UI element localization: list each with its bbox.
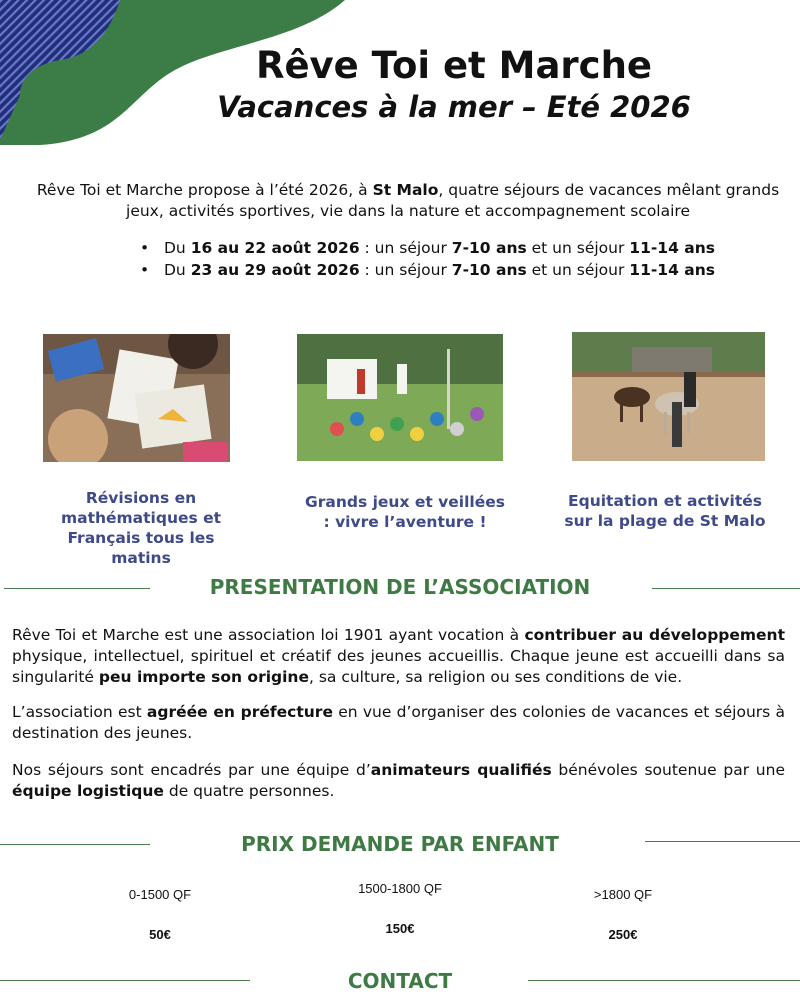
price-tier-label: 0-1500 QF xyxy=(128,887,192,902)
list-item: • Du 16 au 22 août 2026 : un séjour 7-10 ans et un séjour 11-14 ans xyxy=(140,239,715,257)
caption-games: Grands jeux et veillées : vivre l’aventure ! xyxy=(305,493,505,531)
dates-list xyxy=(140,237,780,281)
list-item: • Du 23 au 29 août 2026 : un séjour 7-10 ans et un séjour 11-14 ans xyxy=(140,261,715,279)
price-tier-value: 250€ xyxy=(608,927,638,942)
caption-horses: Equitation et activités sur la plage de St Malo xyxy=(564,492,766,530)
price-tier-value: 50€ xyxy=(149,927,171,942)
photo-horses xyxy=(572,332,765,461)
presentation-paragraph-1: Rêve Toi et Marche est une association loi 1901 ayant vocation à contribuer au développement physique, intellectuel, spirituel et créatif des jeunes accueillis. Chaque jeune est accueilli dans sa singularité peu importe son origine, sa culture, sa religion ou ses conditions de vie. xyxy=(12,626,786,686)
presentation-paragraph-3: Nos séjours sont encadrés par une équipe d’animateurs qualifiés bénévoles soutenue par une équipe logistique de quatre personnes. xyxy=(12,761,785,800)
price-tier-value: 150€ xyxy=(385,921,415,936)
section-heading-contact: CONTACT xyxy=(347,969,453,993)
caption-homework: Révisions en mathématiques et Français tous les matins xyxy=(60,489,222,567)
presentation-paragraph-2: L’association est agréée en préfecture en vue d’organiser des colonies de vacances et séjours à destination des jeunes. xyxy=(12,703,785,742)
page-title: Rêve Toi et Marche xyxy=(255,44,653,87)
section-heading-prices: PRIX DEMANDE PAR ENFANT xyxy=(241,832,559,856)
price-tier-label: 1500-1800 QF xyxy=(358,881,442,896)
intro-paragraph: Rêve Toi et Marche propose à l’été 2026, à St Malo, quatre séjours de vacances mêlant grands jeux, activités sportives, vie dans la nature et accompagnement scolaire xyxy=(36,181,780,220)
photo-games xyxy=(297,334,503,461)
page-subtitle: Vacances à la mer – Eté 2026 xyxy=(217,90,691,124)
photo-homework xyxy=(43,334,230,462)
section-heading-presentation: PRESENTATION DE L’ASSOCIATION xyxy=(209,575,591,599)
intro-place: St Malo xyxy=(372,181,439,199)
price-tier-label: >1800 QF xyxy=(593,887,653,902)
